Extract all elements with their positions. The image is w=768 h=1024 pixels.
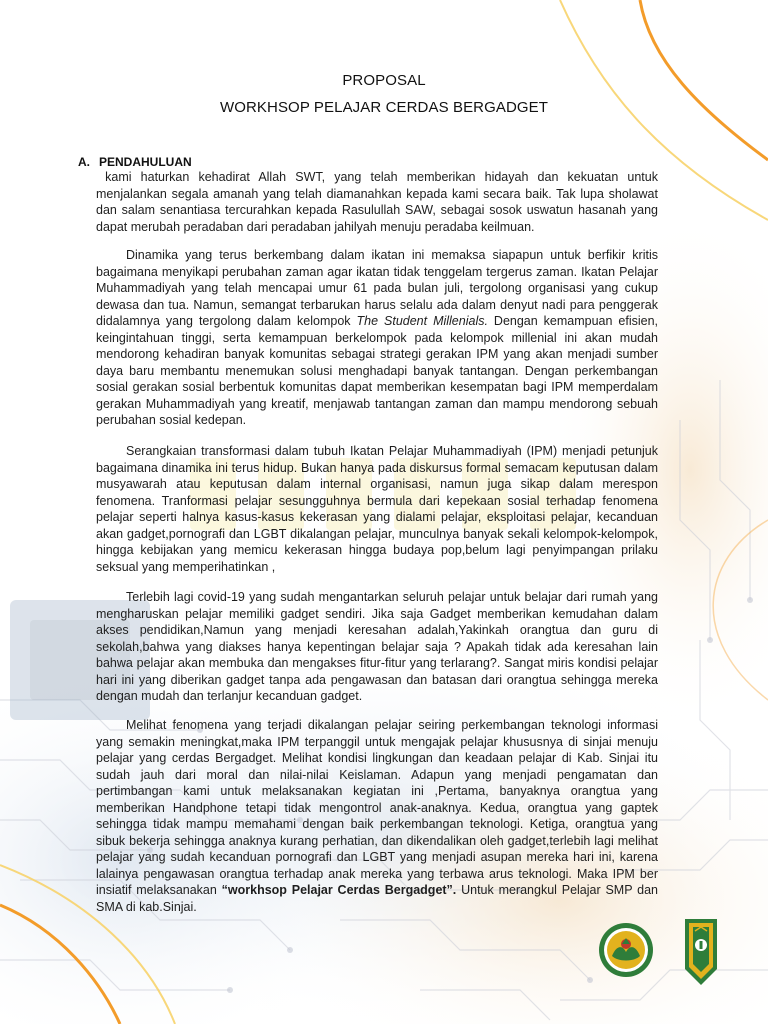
paragraph-2-text-b: Dengan kemampuan efisien, keingintahuan tinggi, serta kemampuan berkelompok pada kelompok millenial ini akan mudah mendorong kehadiran banyak komunitas sebagai strategi gerakan IPM yang akan menjadi sumber daya baru membantu menemukan solusi menghadapi banyak tantangan. Dengan perkembangan sosial gerakan sosial berbentuk komunitas dapat memberikan kesempatan bagi IPM memperdalam gerakan Muhammadiyah yang kreatif, menjawab tantangan zaman dan mampu mendorong sebuah perubahan sosial kedepan.: [96, 314, 659, 427]
paragraph-5-bold: “workhsop Pelajar Cerdas Bergadget”.: [221, 883, 457, 897]
paragraph-1-text: kami haturkan kehadirat Allah SWT, yang telah memberikan hidayah dan kekuatan untuk menjalankan segala amanah yang telah diamanahkan kepada kami secara baik. Tak lupa sholawat dan salam senantiasa tercurahkan kepada Rasulullah SAW, sebagai sosok uswatun hasanah yang dapat merubah peradaban dari peradaban jahilyah menuju peradaba keilmuan.: [96, 170, 658, 234]
section-title: PENDAHULUAN: [99, 155, 192, 169]
paragraph-5-text-a: Melihat fenomena yang terjadi dikalangan pelajar seiring perkembangan teknologi informasi yang semakin meningkat,maka IPM terpanggil untuk mengajak pelajar khususnya di sinjai menuju pelajar yang cerdas Bergadget. Melihat kondisi lingkungan dan keadaan pelajar di Kab. Sinjai itu sudah jauh dari moral dan nilai-nilai Keislaman. Adapun yang menjadi pengamatan dan pertimbangan kami untuk melaksanakan kegiatan ini ,Pertama, banyaknya orangtua yang memberikan Handphone tetapi tidak mengontrol anak-anaknya. Kedua, orangtua yang gaptek sehingga tidak mampu memahami dengan baik perkembangan teknologi. Ketiga, orangtua yang sibuk bekerja sehingga anaknya kurang perhatian, dan dikendalikan oleh gadget,terlebih lagi melihat pelajar yang sudah kecanduan pornografi dan LGBT yang menjadi asupan mereka hari ini, karena lalainya pengawasan orangtua terhadap anak mereka yang terbawa arus teknologi. Maka IPM ber insiatif melaksanakan: [96, 718, 658, 897]
section-letter: A.: [78, 155, 90, 169]
document-title: PROPOSAL: [342, 72, 426, 89]
paragraph-4-text: Terlebih lagi covid-19 yang sudah mengantarkan seluruh pelajar untuk belajar dari rumah yang mengharuskan pelajar memiliki gadget sendiri. Jika saja Gadget memberikan kemudahan dalam akses pendidikan,Namun yang menjadi keresahan adalah,Yakinkah orangtua dan guru di sekolah,bahwa yang diakses hanya kepentingan belajar saja ? Apakah tidak ada keresahan lain bahwa pelajar akan membuka dan mengakses fitur-fitur yang terlarang?. Sangat miris kondisi pelajar hari ini yang diberikan gadget tanpa ada pengawasan dan batasan dari orangtua sehingga mereka dengan mudah dan terlanjur kecanduan gadget.: [96, 590, 658, 703]
paragraph-2: [96, 247, 658, 429]
document-subtitle: WORKHSOP PELAJAR CERDAS BERGADGET: [219, 99, 549, 116]
paragraph-5-text-b: Untuk merangkul Pelajar SMP dan SMA di kab.Sinjai.: [96, 883, 658, 914]
paragraph-2-italic: The Student Millenials.: [356, 314, 488, 328]
paragraph-3-text: Serangkaian transformasi dalam tubuh Ikatan Pelajar Muhammadiyah (IPM) menjadi petunjuk bagaimana dinamika ini terus hidup. Bukan hanya pada diskursus formal semacam keputusan dalam musyawarah atau keputusan dalam internal organisasi, namun juga sikap dalam merespon fenomena. Tranformasi pelajar sesungguhnya bermula dari kepekaan sosial terhadap fenomena pelajar seperti halnya kasus-kasus kekerasan yang dialami pelajar, eksploitasi pelajar, kecanduan akan gadget,pornografi dan LGBT dikalangan pelajar, munculnya banyak sekali kelompok-kelompok, hingga kebijakan yang memicu kekerasan hingga budaya pop,belum lagi penyimpangan prilaku seksual yang memperihatinkan ,: [96, 444, 658, 574]
paragraph-3: [96, 443, 658, 575]
paragraph-1: [96, 169, 658, 235]
paragraph-4: [96, 589, 658, 705]
ipm-shield-logo: [683, 917, 719, 987]
section-heading: [78, 155, 192, 169]
paragraph-5: [96, 717, 658, 915]
community-logo: [598, 922, 654, 978]
paragraph-2-text-a: Dinamika yang terus berkembang dalam ikatan ini memaksa siapapun untuk berfikir kritis bagaimana menyikapi perubahan zaman agar ikatan tidak tenggelam tergerus zaman. Ikatan Pelajar Muhammadiyah yang telah mencapai umur 61 pada bulan juli, tergolong organisasi yang cukup dewasa dan tua. Namun, semangat terbarukan harus selalu ada dalam denyut nadi para penggerak didalamnya yang tergolong dalam kelompok: [96, 248, 658, 328]
